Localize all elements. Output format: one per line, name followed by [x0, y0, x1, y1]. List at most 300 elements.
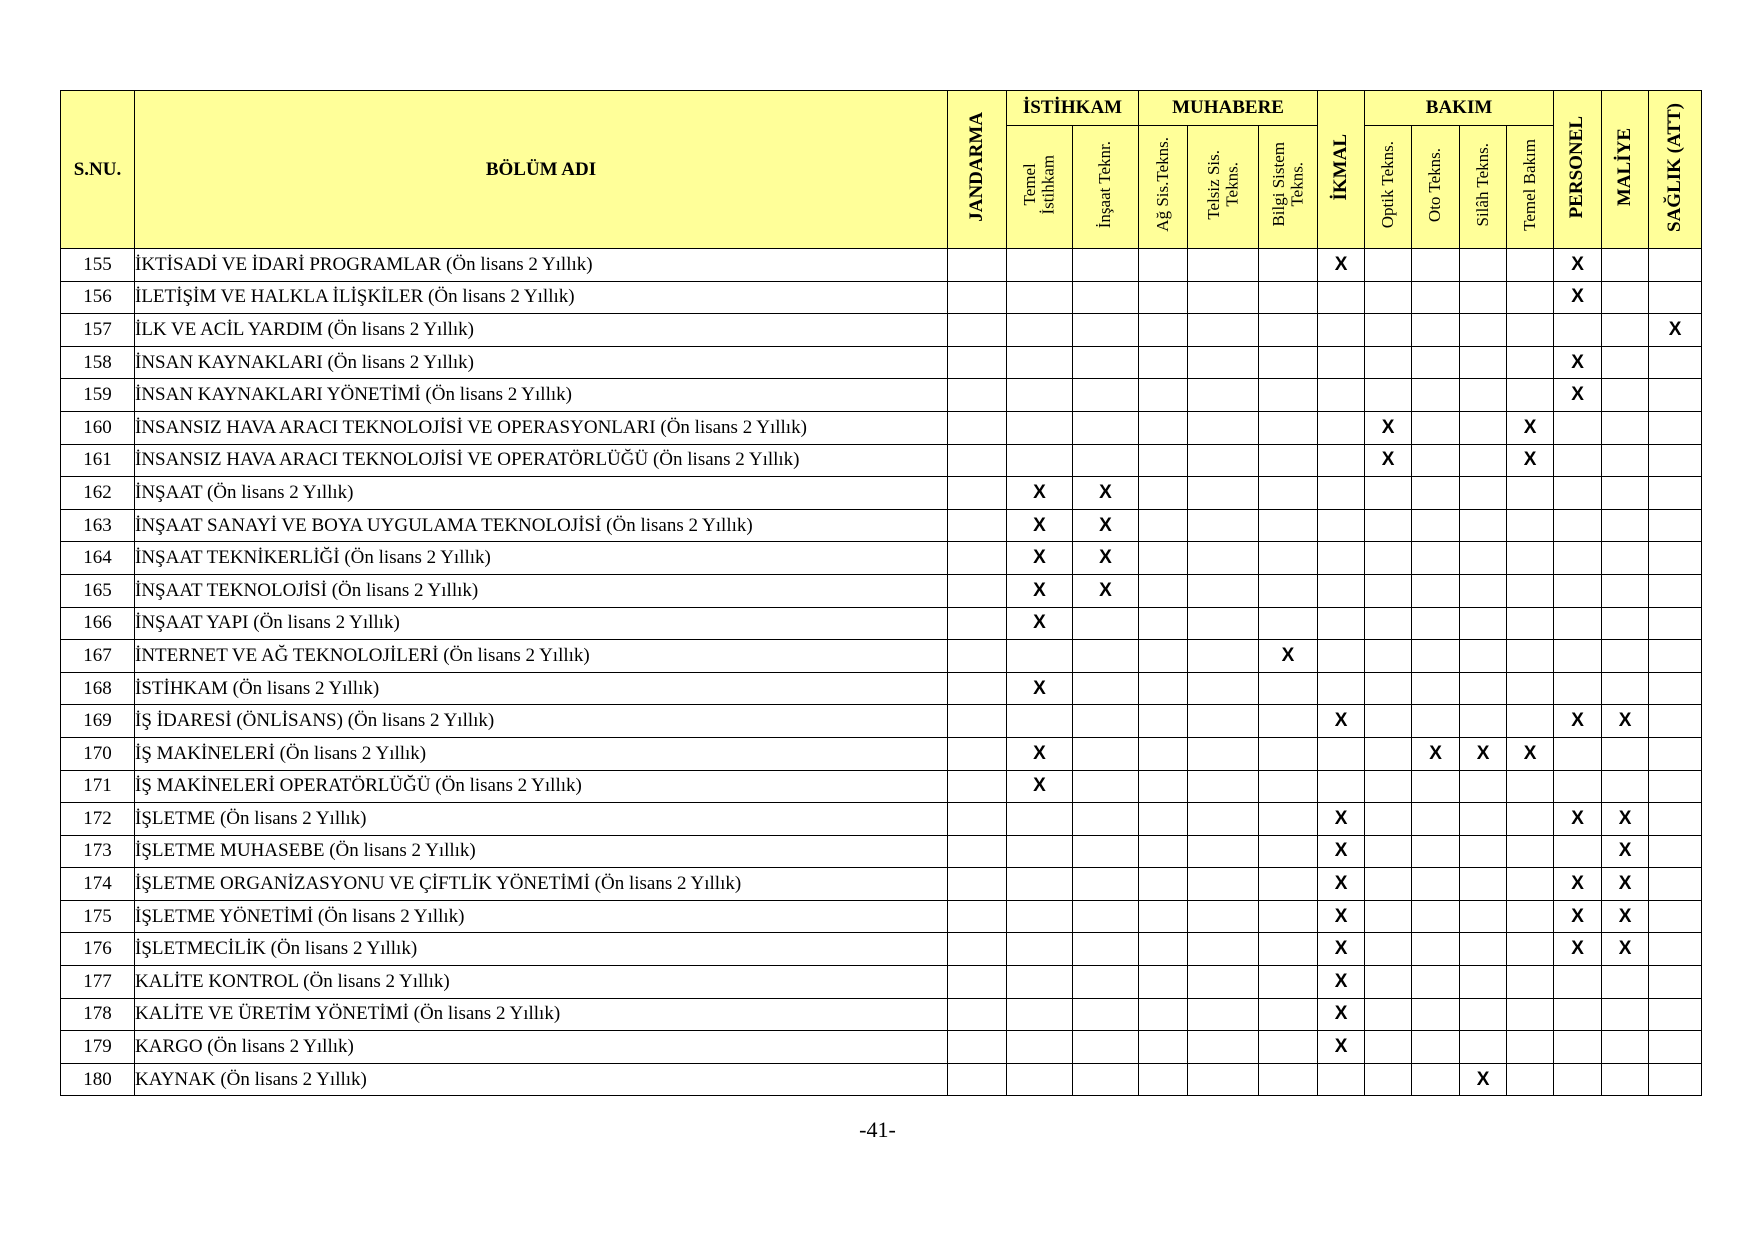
- row-number: 159: [61, 379, 135, 412]
- mark-cell: [1507, 314, 1554, 347]
- mark-cell: [1460, 542, 1507, 575]
- mark-cell: [1188, 444, 1259, 477]
- table-row: [61, 998, 1702, 1031]
- table-row: [61, 509, 1702, 542]
- mark-cell: [1007, 281, 1073, 314]
- mark-cell: [1412, 705, 1460, 738]
- header-bilgi-line1: Bilgi Sistem: [1268, 142, 1288, 227]
- department-name: İŞLETMECİLİK (Ön lisans 2 Yıllık): [135, 933, 948, 966]
- row-number: 161: [61, 444, 135, 477]
- mark-cell: X: [1318, 1031, 1365, 1064]
- mark-cell: [1412, 314, 1460, 347]
- department-name: İŞLETME YÖNETİMİ (Ön lisans 2 Yıllık): [135, 900, 948, 933]
- mark-cell: X: [1554, 705, 1602, 738]
- mark-cell: [1073, 1063, 1139, 1096]
- mark-cell: [1139, 835, 1188, 868]
- mark-cell: [948, 737, 1007, 770]
- mark-cell: [1188, 640, 1259, 673]
- mark-cell: [1139, 477, 1188, 510]
- mark-cell: [1602, 1031, 1649, 1064]
- mark-cell: X: [1412, 737, 1460, 770]
- mark-cell: X: [1649, 314, 1702, 347]
- mark-cell: [1139, 346, 1188, 379]
- mark-cell: [1139, 1063, 1188, 1096]
- header-ikmal: [1318, 91, 1365, 249]
- row-number: 164: [61, 542, 135, 575]
- department-name: KALİTE VE ÜRETİM YÖNETİMİ (Ön lisans 2 Yıllık): [135, 998, 948, 1031]
- mark-cell: [1507, 346, 1554, 379]
- mark-cell: [1188, 346, 1259, 379]
- mark-cell: [1554, 607, 1602, 640]
- mark-cell: [948, 411, 1007, 444]
- row-number: 165: [61, 574, 135, 607]
- mark-cell: [1007, 803, 1073, 836]
- mark-cell: [1460, 803, 1507, 836]
- table-row: [61, 607, 1702, 640]
- table-row: [61, 1063, 1702, 1096]
- department-name: İNŞAAT YAPI (Ön lisans 2 Yıllık): [135, 607, 948, 640]
- mark-cell: [1460, 868, 1507, 901]
- mark-cell: X: [1318, 835, 1365, 868]
- mark-cell: [1188, 1063, 1259, 1096]
- department-name: İNŞAAT (Ön lisans 2 Yıllık): [135, 477, 948, 510]
- mark-cell: [1073, 835, 1139, 868]
- mark-cell: [1259, 509, 1318, 542]
- mark-cell: [1649, 249, 1702, 282]
- mark-cell: [1412, 933, 1460, 966]
- table-row: [61, 933, 1702, 966]
- row-number: 179: [61, 1031, 135, 1064]
- mark-cell: [1365, 966, 1412, 999]
- mark-cell: [1188, 607, 1259, 640]
- mark-cell: [1139, 249, 1188, 282]
- mark-cell: [1649, 444, 1702, 477]
- mark-cell: [948, 868, 1007, 901]
- mark-cell: [1460, 346, 1507, 379]
- mark-cell: [1365, 835, 1412, 868]
- mark-cell: [1073, 411, 1139, 444]
- mark-cell: [1259, 900, 1318, 933]
- department-name: İNŞAAT SANAYİ VE BOYA UYGULAMA TEKNOLOJİSİ (Ön lisans 2 Yıllık): [135, 509, 948, 542]
- mark-cell: [1188, 672, 1259, 705]
- mark-cell: [1139, 998, 1188, 1031]
- mark-cell: [1318, 411, 1365, 444]
- mark-cell: [1007, 314, 1073, 347]
- mark-cell: [1073, 900, 1139, 933]
- mark-cell: [1507, 770, 1554, 803]
- mark-cell: [948, 933, 1007, 966]
- mark-cell: [1007, 640, 1073, 673]
- mark-cell: [1259, 477, 1318, 510]
- mark-cell: [1507, 379, 1554, 412]
- mark-cell: [1554, 966, 1602, 999]
- mark-cell: [1259, 249, 1318, 282]
- header-insaat-teknr: [1073, 126, 1139, 249]
- mark-cell: X: [1602, 835, 1649, 868]
- mark-cell: [1507, 966, 1554, 999]
- mark-cell: [1073, 737, 1139, 770]
- mark-cell: [1507, 574, 1554, 607]
- department-name: İSTİHKAM (Ön lisans 2 Yıllık): [135, 672, 948, 705]
- mark-cell: [1412, 868, 1460, 901]
- mark-cell: [1460, 379, 1507, 412]
- mark-cell: [1649, 835, 1702, 868]
- mark-cell: [1412, 770, 1460, 803]
- mark-cell: [1602, 249, 1649, 282]
- row-number: 166: [61, 607, 135, 640]
- mark-cell: [1259, 998, 1318, 1031]
- table-row: [61, 249, 1702, 282]
- mark-cell: [1073, 281, 1139, 314]
- mark-cell: [1412, 444, 1460, 477]
- row-number: 175: [61, 900, 135, 933]
- mark-cell: [1507, 249, 1554, 282]
- mark-cell: [1554, 835, 1602, 868]
- mark-cell: [1460, 444, 1507, 477]
- mark-cell: [1602, 1063, 1649, 1096]
- mark-cell: [1602, 281, 1649, 314]
- mark-cell: X: [1460, 1063, 1507, 1096]
- mark-cell: [1507, 542, 1554, 575]
- mark-cell: [1602, 444, 1649, 477]
- department-name: İŞLETME MUHASEBE (Ön lisans 2 Yıllık): [135, 835, 948, 868]
- mark-cell: [1602, 998, 1649, 1031]
- mark-cell: X: [1554, 933, 1602, 966]
- mark-cell: [1188, 477, 1259, 510]
- mark-cell: [1365, 770, 1412, 803]
- mark-cell: [1412, 542, 1460, 575]
- mark-cell: [948, 770, 1007, 803]
- mark-cell: [1412, 379, 1460, 412]
- mark-cell: [1365, 509, 1412, 542]
- header-ag-sis: [1139, 126, 1188, 249]
- department-name: İŞLETME ORGANİZASYONU VE ÇİFTLİK YÖNETİMİ (Ön lisans 2 Yıllık): [135, 868, 948, 901]
- mark-cell: [1073, 933, 1139, 966]
- mark-cell: [1365, 574, 1412, 607]
- mark-cell: [1649, 477, 1702, 510]
- mark-cell: X: [1602, 868, 1649, 901]
- mark-cell: [1073, 314, 1139, 347]
- row-number: 170: [61, 737, 135, 770]
- mark-cell: [948, 607, 1007, 640]
- mark-cell: [1139, 509, 1188, 542]
- header-silah-label: Silâh Tekns.: [1472, 142, 1492, 227]
- mark-cell: X: [1554, 803, 1602, 836]
- mark-cell: [1507, 477, 1554, 510]
- mark-cell: [1412, 249, 1460, 282]
- mark-cell: X: [1507, 411, 1554, 444]
- row-number: 162: [61, 477, 135, 510]
- header-bakim: BAKIM: [1365, 91, 1554, 126]
- mark-cell: [1412, 509, 1460, 542]
- header-insaat-teknr-label: İnşaat Teknr.: [1095, 140, 1115, 229]
- row-number: 168: [61, 672, 135, 705]
- row-number: 180: [61, 1063, 135, 1096]
- mark-cell: [1188, 542, 1259, 575]
- mark-cell: [1007, 868, 1073, 901]
- table-row: [61, 444, 1702, 477]
- mark-cell: [1554, 998, 1602, 1031]
- header-telsiz-label: [1205, 150, 1242, 220]
- mark-cell: [1507, 835, 1554, 868]
- mark-cell: [1073, 444, 1139, 477]
- mark-cell: X: [1007, 477, 1073, 510]
- mark-cell: X: [1073, 574, 1139, 607]
- mark-cell: [1139, 281, 1188, 314]
- mark-cell: X: [1554, 249, 1602, 282]
- mark-cell: X: [1365, 411, 1412, 444]
- header-bilgi-sistem: [1259, 126, 1318, 249]
- row-number: 160: [61, 411, 135, 444]
- row-number: 155: [61, 249, 135, 282]
- mark-cell: [1188, 705, 1259, 738]
- row-number: 156: [61, 281, 135, 314]
- mark-cell: [1649, 933, 1702, 966]
- row-number: 158: [61, 346, 135, 379]
- header-temel-istihkam-label: [1021, 155, 1058, 215]
- mark-cell: [1602, 314, 1649, 347]
- mark-cell: [1412, 477, 1460, 510]
- mark-cell: [948, 249, 1007, 282]
- mark-cell: [1365, 477, 1412, 510]
- row-number: 163: [61, 509, 135, 542]
- mark-cell: [1554, 737, 1602, 770]
- table-row: [61, 477, 1702, 510]
- mark-cell: [1649, 672, 1702, 705]
- mark-cell: [1073, 770, 1139, 803]
- mark-cell: [948, 444, 1007, 477]
- department-name: İKTİSADİ VE İDARİ PROGRAMLAR (Ön lisans 2 Yıllık): [135, 249, 948, 282]
- department-name: İNSAN KAYNAKLARI (Ön lisans 2 Yıllık): [135, 346, 948, 379]
- mark-cell: [1318, 574, 1365, 607]
- mark-cell: X: [1602, 933, 1649, 966]
- table-row: [61, 1031, 1702, 1064]
- mark-cell: [1602, 607, 1649, 640]
- mark-cell: [1139, 672, 1188, 705]
- header-bilgi-sistem-label: [1270, 142, 1307, 227]
- mark-cell: X: [1007, 509, 1073, 542]
- mark-cell: [1460, 281, 1507, 314]
- mark-cell: [1259, 1031, 1318, 1064]
- mark-cell: [1602, 574, 1649, 607]
- mark-cell: [1365, 933, 1412, 966]
- mark-cell: [1554, 1063, 1602, 1096]
- mark-cell: [1412, 803, 1460, 836]
- mark-cell: [1460, 640, 1507, 673]
- mark-cell: [1460, 574, 1507, 607]
- mark-cell: X: [1318, 900, 1365, 933]
- department-name: KAYNAK (Ön lisans 2 Yıllık): [135, 1063, 948, 1096]
- mark-cell: [1259, 444, 1318, 477]
- mark-cell: [1365, 672, 1412, 705]
- mark-cell: X: [1554, 900, 1602, 933]
- mark-cell: [1460, 411, 1507, 444]
- mark-cell: [1139, 314, 1188, 347]
- row-number: 177: [61, 966, 135, 999]
- mark-cell: [1007, 998, 1073, 1031]
- mark-cell: X: [1460, 737, 1507, 770]
- header-ag-sis-label: Ağ Sis.Tekns.: [1152, 137, 1172, 232]
- mark-cell: [1188, 900, 1259, 933]
- mark-cell: [1649, 542, 1702, 575]
- mark-cell: [1259, 574, 1318, 607]
- mark-cell: [1507, 607, 1554, 640]
- table-row: [61, 379, 1702, 412]
- mark-cell: [1318, 346, 1365, 379]
- mark-cell: [1365, 900, 1412, 933]
- mark-cell: [1412, 900, 1460, 933]
- mark-cell: X: [1554, 379, 1602, 412]
- header-oto-label: Oto Tekns.: [1425, 147, 1445, 222]
- table-row: [61, 281, 1702, 314]
- mark-cell: [1602, 379, 1649, 412]
- header-personel: [1554, 91, 1602, 249]
- mark-cell: [1554, 1031, 1602, 1064]
- mark-cell: [1073, 966, 1139, 999]
- mark-cell: X: [1318, 803, 1365, 836]
- mark-cell: [1139, 737, 1188, 770]
- mark-cell: [1007, 411, 1073, 444]
- mark-cell: [948, 1063, 1007, 1096]
- mark-cell: [1139, 770, 1188, 803]
- mark-cell: X: [1365, 444, 1412, 477]
- mark-cell: [1460, 672, 1507, 705]
- mark-cell: [1507, 672, 1554, 705]
- mark-cell: [1318, 379, 1365, 412]
- mark-cell: [948, 477, 1007, 510]
- mark-cell: [1365, 607, 1412, 640]
- mark-cell: [1139, 966, 1188, 999]
- header-saglik-label: SAĞLIK (ATT): [1663, 102, 1685, 232]
- mark-cell: X: [1007, 770, 1073, 803]
- mark-cell: [1073, 607, 1139, 640]
- mark-cell: X: [1318, 933, 1365, 966]
- mark-cell: [1649, 770, 1702, 803]
- mark-cell: [1365, 281, 1412, 314]
- mark-cell: [948, 966, 1007, 999]
- table-row: [61, 411, 1702, 444]
- mark-cell: [1188, 281, 1259, 314]
- table-row: [61, 966, 1702, 999]
- mark-cell: [1139, 542, 1188, 575]
- mark-cell: [1460, 1031, 1507, 1064]
- table-row: [61, 803, 1702, 836]
- mark-cell: [1365, 737, 1412, 770]
- mark-cell: X: [1507, 444, 1554, 477]
- department-table: [60, 90, 1702, 1096]
- mark-cell: [1259, 1063, 1318, 1096]
- mark-cell: [1188, 803, 1259, 836]
- mark-cell: [1412, 672, 1460, 705]
- mark-cell: [1365, 998, 1412, 1031]
- mark-cell: [1365, 803, 1412, 836]
- table-row: [61, 737, 1702, 770]
- mark-cell: X: [1318, 249, 1365, 282]
- mark-cell: [948, 835, 1007, 868]
- header-jandarma-label: JANDARMA: [965, 112, 987, 222]
- mark-cell: [1318, 477, 1365, 510]
- mark-cell: [1507, 933, 1554, 966]
- mark-cell: [1554, 672, 1602, 705]
- mark-cell: X: [1007, 672, 1073, 705]
- mark-cell: [1007, 1031, 1073, 1064]
- mark-cell: [1073, 249, 1139, 282]
- department-name: İNTERNET VE AĞ TEKNOLOJİLERİ (Ön lisans 2 Yıllık): [135, 640, 948, 673]
- mark-cell: [1554, 542, 1602, 575]
- header-maliye-label: MALİYE: [1613, 127, 1635, 207]
- header-istihkam: İSTİHKAM: [1007, 91, 1139, 126]
- mark-cell: [1649, 900, 1702, 933]
- mark-cell: [1073, 379, 1139, 412]
- mark-cell: [1259, 868, 1318, 901]
- mark-cell: [1139, 444, 1188, 477]
- mark-cell: [1318, 542, 1365, 575]
- mark-cell: [1460, 314, 1507, 347]
- mark-cell: [948, 281, 1007, 314]
- mark-cell: X: [1554, 281, 1602, 314]
- mark-cell: X: [1007, 574, 1073, 607]
- mark-cell: [1188, 249, 1259, 282]
- mark-cell: [1139, 607, 1188, 640]
- mark-cell: [1365, 249, 1412, 282]
- table-row: [61, 705, 1702, 738]
- mark-cell: [1007, 1063, 1073, 1096]
- mark-cell: [1460, 933, 1507, 966]
- header-personel-label: PERSONEL: [1566, 115, 1588, 219]
- mark-cell: [1507, 998, 1554, 1031]
- mark-cell: [1649, 803, 1702, 836]
- department-name: İNSANSIZ HAVA ARACI TEKNOLOJİSİ VE OPERASYONLARI (Ön lisans 2 Yıllık): [135, 411, 948, 444]
- mark-cell: [1188, 411, 1259, 444]
- mark-cell: [1460, 509, 1507, 542]
- mark-cell: [948, 574, 1007, 607]
- mark-cell: [1412, 998, 1460, 1031]
- header-optik-label: Optik Tekns.: [1377, 140, 1397, 229]
- mark-cell: [1649, 607, 1702, 640]
- mark-cell: [1554, 314, 1602, 347]
- mark-cell: [1460, 835, 1507, 868]
- mark-cell: [1412, 281, 1460, 314]
- row-number: 169: [61, 705, 135, 738]
- department-name: İLETİŞİM VE HALKLA İLİŞKİLER (Ön lisans 2 Yıllık): [135, 281, 948, 314]
- row-number: 172: [61, 803, 135, 836]
- mark-cell: [1507, 1031, 1554, 1064]
- mark-cell: X: [1007, 542, 1073, 575]
- table-row: [61, 574, 1702, 607]
- mark-cell: [1259, 770, 1318, 803]
- mark-cell: [1507, 900, 1554, 933]
- mark-cell: [1602, 770, 1649, 803]
- mark-cell: [1073, 868, 1139, 901]
- table-row: [61, 672, 1702, 705]
- table-body: [61, 249, 1702, 1096]
- table-row: [61, 770, 1702, 803]
- mark-cell: [1365, 1031, 1412, 1064]
- mark-cell: [1073, 640, 1139, 673]
- mark-cell: [1188, 966, 1259, 999]
- header-temel-istihkam-line1: Temel: [1020, 163, 1040, 206]
- row-number: 173: [61, 835, 135, 868]
- mark-cell: [1460, 998, 1507, 1031]
- mark-cell: [1602, 737, 1649, 770]
- mark-cell: X: [1259, 640, 1318, 673]
- mark-cell: [1139, 900, 1188, 933]
- mark-cell: [1188, 509, 1259, 542]
- mark-cell: [1259, 966, 1318, 999]
- header-telsiz-line2: Tekns.: [1222, 162, 1241, 207]
- mark-cell: [1007, 444, 1073, 477]
- mark-cell: [1259, 672, 1318, 705]
